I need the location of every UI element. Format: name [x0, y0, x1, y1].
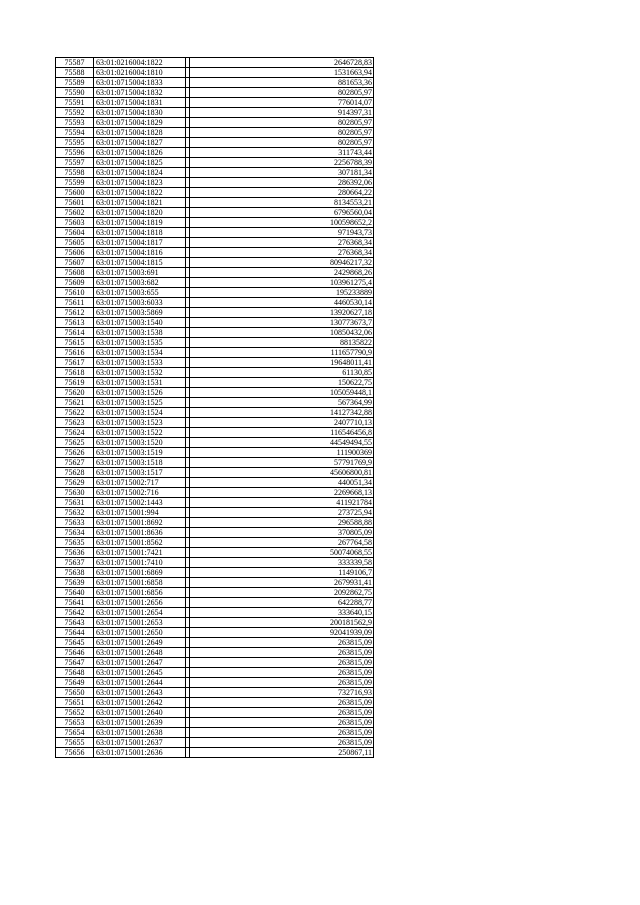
table-row	[56, 68, 374, 78]
cadastral-value-cell: 776014,07	[190, 98, 374, 108]
cadastral-number-cell: 63:01:0216004:1822	[94, 58, 186, 68]
cadastral-number-cell: 63:01:0715004:1817	[94, 238, 186, 248]
table-row	[56, 478, 374, 488]
row-number-cell: 75603	[56, 218, 94, 228]
cadastral-number-cell: 63:01:0715004:1826	[94, 148, 186, 158]
table-row	[56, 328, 374, 338]
row-number-cell: 75611	[56, 298, 94, 308]
cadastral-value-cell: 2429868,26	[190, 268, 374, 278]
cadastral-value-cell: 971943,73	[190, 228, 374, 238]
cadastral-number-cell: 63:01:0715001:8692	[94, 518, 186, 528]
cadastral-value-cell: 14127342,88	[190, 408, 374, 418]
row-number-cell: 75650	[56, 688, 94, 698]
table-row	[56, 458, 374, 468]
row-number-cell: 75596	[56, 148, 94, 158]
row-number-cell: 75621	[56, 398, 94, 408]
cadastral-value-cell: 440051,34	[190, 478, 374, 488]
table-row	[56, 748, 374, 758]
cadastral-number-cell: 63:01:0715004:1819	[94, 218, 186, 228]
row-number-cell: 75651	[56, 698, 94, 708]
row-number-cell: 75595	[56, 138, 94, 148]
table-row	[56, 208, 374, 218]
cadastral-value-cell: 296588,88	[190, 518, 374, 528]
cadastral-value-cell: 333640,15	[190, 608, 374, 618]
row-number-cell: 75619	[56, 378, 94, 388]
row-number-cell: 75587	[56, 58, 94, 68]
row-number-cell: 75646	[56, 648, 94, 658]
table-row	[56, 118, 374, 128]
cadastral-number-cell: 63:01:0715001:2645	[94, 668, 186, 678]
cadastral-number-cell: 63:01:0715002:717	[94, 478, 186, 488]
cadastral-value-cell: 2646728,83	[190, 58, 374, 68]
cadastral-value-cell: 103961275,4	[190, 278, 374, 288]
cadastral-value-cell: 263815,09	[190, 668, 374, 678]
cadastral-number-cell: 63:01:0715004:1822	[94, 188, 186, 198]
cadastral-number-cell: 63:01:0715001:2656	[94, 598, 186, 608]
cadastral-value-cell: 311743,44	[190, 148, 374, 158]
cadastral-number-cell: 63:01:0715003:1524	[94, 408, 186, 418]
cadastral-number-cell: 63:01:0715001:2644	[94, 678, 186, 688]
cadastral-value-cell: 1149106,7	[190, 568, 374, 578]
cadastral-value-cell: 92041939,09	[190, 628, 374, 638]
cadastral-number-cell: 63:01:0715004:1821	[94, 198, 186, 208]
table-row	[56, 548, 374, 558]
cadastral-number-cell: 63:01:0715001:2643	[94, 688, 186, 698]
cadastral-number-cell: 63:01:0715004:1824	[94, 168, 186, 178]
row-number-cell: 75600	[56, 188, 94, 198]
cadastral-number-cell: 63:01:0715001:7421	[94, 548, 186, 558]
table-row	[56, 468, 374, 478]
cadastral-number-cell: 63:01:0715003:1538	[94, 328, 186, 338]
cadastral-number-cell: 63:01:0715004:1830	[94, 108, 186, 118]
table-row	[56, 248, 374, 258]
table-row	[56, 428, 374, 438]
cadastral-value-cell: 280664,22	[190, 188, 374, 198]
cadastral-number-cell: 63:01:0715001:6858	[94, 578, 186, 588]
row-number-cell: 75605	[56, 238, 94, 248]
row-number-cell: 75625	[56, 438, 94, 448]
row-number-cell: 75599	[56, 178, 94, 188]
row-number-cell: 75602	[56, 208, 94, 218]
row-number-cell: 75588	[56, 68, 94, 78]
cadastral-value-cell: 263815,09	[190, 718, 374, 728]
cadastral-value-cell: 273725,94	[190, 508, 374, 518]
cadastral-number-cell: 63:01:0715001:994	[94, 508, 186, 518]
cadastral-value-cell: 307181,34	[190, 168, 374, 178]
cadastral-number-cell: 63:01:0715001:6856	[94, 588, 186, 598]
cadastral-value-cell: 263815,09	[190, 738, 374, 748]
cadastral-number-cell: 63:01:0715001:2638	[94, 728, 186, 738]
row-number-cell: 75601	[56, 198, 94, 208]
cadastral-number-cell: 63:01:0715004:1818	[94, 228, 186, 238]
cadastral-number-cell: 63:01:0715004:1828	[94, 128, 186, 138]
table-row	[56, 598, 374, 608]
table-row	[56, 218, 374, 228]
table-row	[56, 398, 374, 408]
cadastral-number-cell: 63:01:0715004:1833	[94, 78, 186, 88]
cadastral-value-cell: 732716,93	[190, 688, 374, 698]
table-row	[56, 708, 374, 718]
row-number-cell: 75641	[56, 598, 94, 608]
row-number-cell: 75589	[56, 78, 94, 88]
cadastral-number-cell: 63:01:0715001:2648	[94, 648, 186, 658]
table-row	[56, 188, 374, 198]
cadastral-value-cell: 333339,58	[190, 558, 374, 568]
table-row	[56, 288, 374, 298]
cadastral-number-cell: 63:01:0715004:1815	[94, 258, 186, 268]
cadastral-number-cell: 63:01:0715003:1535	[94, 338, 186, 348]
cadastral-value-cell: 802805,97	[190, 128, 374, 138]
cadastral-number-cell: 63:01:0715004:1829	[94, 118, 186, 128]
table-row	[56, 508, 374, 518]
table-row	[56, 338, 374, 348]
table-row	[56, 388, 374, 398]
table-row	[56, 448, 374, 458]
cadastral-value-cell: 19648011,41	[190, 358, 374, 368]
cadastral-number-cell: 63:01:0715003:6033	[94, 298, 186, 308]
table-row	[56, 298, 374, 308]
cadastral-number-cell: 63:01:0715003:1532	[94, 368, 186, 378]
row-number-cell: 75656	[56, 748, 94, 758]
row-number-cell: 75593	[56, 118, 94, 128]
cadastral-number-cell: 63:01:0715001:2642	[94, 698, 186, 708]
row-number-cell: 75598	[56, 168, 94, 178]
cadastral-number-cell: 63:01:0715001:2649	[94, 638, 186, 648]
table-row	[56, 438, 374, 448]
cadastral-value-cell: 195233889	[190, 288, 374, 298]
cadastral-value-cell: 80946217,32	[190, 258, 374, 268]
cadastral-value-cell: 276368,34	[190, 248, 374, 258]
cadastral-value-cell: 2092862,75	[190, 588, 374, 598]
cadastral-number-cell: 63:01:0715004:1816	[94, 248, 186, 258]
row-number-cell: 75609	[56, 278, 94, 288]
cadastral-value-cell: 250867,11	[190, 748, 374, 758]
row-number-cell: 75608	[56, 268, 94, 278]
table-row	[56, 498, 374, 508]
table-row	[56, 608, 374, 618]
cadastral-number-cell: 63:01:0715004:1832	[94, 88, 186, 98]
table-row	[56, 678, 374, 688]
table-row	[56, 108, 374, 118]
cadastral-number-cell: 63:01:0715003:1520	[94, 438, 186, 448]
table-body	[56, 58, 374, 758]
cadastral-value-cell: 263815,09	[190, 728, 374, 738]
table-row	[56, 348, 374, 358]
cadastral-number-cell: 63:01:0715004:1831	[94, 98, 186, 108]
cadastral-number-cell: 63:01:0715003:1526	[94, 388, 186, 398]
cadastral-value-cell: 642288,77	[190, 598, 374, 608]
cadastral-value-cell: 111657790,9	[190, 348, 374, 358]
table-row	[56, 128, 374, 138]
table-row	[56, 358, 374, 368]
cadastral-number-cell: 63:01:0715001:6869	[94, 568, 186, 578]
cadastral-value-cell: 263815,09	[190, 708, 374, 718]
row-number-cell: 75607	[56, 258, 94, 268]
cadastral-number-cell: 63:01:0715002:716	[94, 488, 186, 498]
table-row	[56, 228, 374, 238]
table-row	[56, 588, 374, 598]
row-number-cell: 75606	[56, 248, 94, 258]
cadastral-number-cell: 63:01:0715001:7410	[94, 558, 186, 568]
table-row	[56, 308, 374, 318]
cadastral-value-cell: 263815,09	[190, 648, 374, 658]
row-number-cell: 75654	[56, 728, 94, 738]
cadastral-value-cell: 13920627,18	[190, 308, 374, 318]
cadastral-number-cell: 63:01:0715001:2639	[94, 718, 186, 728]
row-number-cell: 75649	[56, 678, 94, 688]
cadastral-number-cell: 63:01:0715003:691	[94, 268, 186, 278]
row-number-cell: 75631	[56, 498, 94, 508]
cadastral-value-cell: 44549494,55	[190, 438, 374, 448]
row-number-cell: 75633	[56, 518, 94, 528]
cadastral-value-cell: 2407710,13	[190, 418, 374, 428]
cadastral-value-cell: 2269668,13	[190, 488, 374, 498]
cadastral-value-cell: 267764,58	[190, 538, 374, 548]
cadastral-number-cell: 63:01:0715003:1534	[94, 348, 186, 358]
cadastral-number-cell: 63:01:0715004:1827	[94, 138, 186, 148]
row-number-cell: 75638	[56, 568, 94, 578]
table-row	[56, 638, 374, 648]
cadastral-value-cell: 802805,97	[190, 88, 374, 98]
cadastral-value-cell: 263815,09	[190, 698, 374, 708]
cadastral-value-cell: 263815,09	[190, 638, 374, 648]
row-number-cell: 75616	[56, 348, 94, 358]
table-row	[56, 258, 374, 268]
cadastral-number-cell: 63:01:0715003:1522	[94, 428, 186, 438]
row-number-cell: 75636	[56, 548, 94, 558]
cadastral-value-cell: 88135822	[190, 338, 374, 348]
cadastral-value-cell: 370805,09	[190, 528, 374, 538]
table-row	[56, 58, 374, 68]
row-number-cell: 75639	[56, 578, 94, 588]
table-row	[56, 728, 374, 738]
cadastral-value-cell: 276368,34	[190, 238, 374, 248]
table-row	[56, 618, 374, 628]
row-number-cell: 75623	[56, 418, 94, 428]
table-row	[56, 158, 374, 168]
table-row	[56, 318, 374, 328]
cadastral-value-cell: 411921784	[190, 498, 374, 508]
row-number-cell: 75630	[56, 488, 94, 498]
row-number-cell: 75615	[56, 338, 94, 348]
row-number-cell: 75591	[56, 98, 94, 108]
cadastral-number-cell: 63:01:0715003:1518	[94, 458, 186, 468]
row-number-cell: 75645	[56, 638, 94, 648]
row-number-cell: 75642	[56, 608, 94, 618]
cadastral-value-cell: 2256788,39	[190, 158, 374, 168]
table-row	[56, 698, 374, 708]
cadastral-value-cell: 914397,31	[190, 108, 374, 118]
table-row	[56, 688, 374, 698]
table-row	[56, 558, 374, 568]
table-row	[56, 628, 374, 638]
table-row	[56, 378, 374, 388]
cadastral-number-cell: 63:01:0715001:2647	[94, 658, 186, 668]
row-number-cell: 75604	[56, 228, 94, 238]
table-row	[56, 198, 374, 208]
row-number-cell: 75644	[56, 628, 94, 638]
cadastral-number-cell: 63:01:0715001:2654	[94, 608, 186, 618]
table-row	[56, 518, 374, 528]
row-number-cell: 75647	[56, 658, 94, 668]
row-number-cell: 75629	[56, 478, 94, 488]
cadastral-value-cell: 200181562,9	[190, 618, 374, 628]
table-row	[56, 268, 374, 278]
cadastral-value-cell: 802805,97	[190, 118, 374, 128]
cadastral-value-cell: 263815,09	[190, 678, 374, 688]
table-row	[56, 578, 374, 588]
cadastral-number-cell: 63:01:0715003:1525	[94, 398, 186, 408]
table-row	[56, 78, 374, 88]
table-row	[56, 488, 374, 498]
cadastral-value-cell: 105059448,1	[190, 388, 374, 398]
row-number-cell: 75618	[56, 368, 94, 378]
cadastral-value-cell: 802805,97	[190, 138, 374, 148]
cadastral-value-cell: 6796560,04	[190, 208, 374, 218]
row-number-cell: 75643	[56, 618, 94, 628]
cadastral-value-cell: 1531663,94	[190, 68, 374, 78]
table-row	[56, 418, 374, 428]
row-number-cell: 75620	[56, 388, 94, 398]
cadastral-number-cell: 63:01:0715003:655	[94, 288, 186, 298]
table-row	[56, 238, 374, 248]
table-row	[56, 718, 374, 728]
cadastral-value-cell: 100598652,2	[190, 218, 374, 228]
table-row	[56, 738, 374, 748]
cadastral-value-cell: 116546456,8	[190, 428, 374, 438]
row-number-cell: 75610	[56, 288, 94, 298]
cadastral-number-cell: 63:01:0715003:1540	[94, 318, 186, 328]
row-number-cell: 75597	[56, 158, 94, 168]
cadastral-number-cell: 63:01:0715003:5869	[94, 308, 186, 318]
cadastral-number-cell: 63:01:0715003:682	[94, 278, 186, 288]
cadastral-value-cell: 4460530,14	[190, 298, 374, 308]
row-number-cell: 75594	[56, 128, 94, 138]
row-number-cell: 75592	[56, 108, 94, 118]
row-number-cell: 75622	[56, 408, 94, 418]
row-number-cell: 75628	[56, 468, 94, 478]
cadastral-value-cell: 567364,99	[190, 398, 374, 408]
cadastral-number-cell: 63:01:0715003:1519	[94, 448, 186, 458]
row-number-cell: 75635	[56, 538, 94, 548]
cadastral-number-cell: 63:01:0715002:1443	[94, 498, 186, 508]
cadastral-number-cell: 63:01:0715004:1820	[94, 208, 186, 218]
cadastral-number-cell: 63:01:0715004:1823	[94, 178, 186, 188]
table-row	[56, 408, 374, 418]
row-number-cell: 75632	[56, 508, 94, 518]
row-number-cell: 75613	[56, 318, 94, 328]
cadastral-value-cell: 45606800,81	[190, 468, 374, 478]
cadastral-value-table	[55, 57, 374, 758]
cadastral-number-cell: 63:01:0715001:2637	[94, 738, 186, 748]
cadastral-number-cell: 63:01:0715001:8636	[94, 528, 186, 538]
cadastral-number-cell: 63:01:0216004:1810	[94, 68, 186, 78]
table-row	[56, 538, 374, 548]
table-row	[56, 658, 374, 668]
cadastral-value-cell: 57791769,9	[190, 458, 374, 468]
cadastral-value-cell: 111900369	[190, 448, 374, 458]
cadastral-value-cell: 2679931,41	[190, 578, 374, 588]
table-row	[56, 278, 374, 288]
cadastral-number-cell: 63:01:0715001:8562	[94, 538, 186, 548]
row-number-cell: 75627	[56, 458, 94, 468]
table-row	[56, 568, 374, 578]
cadastral-number-cell: 63:01:0715001:2653	[94, 618, 186, 628]
row-number-cell: 75648	[56, 668, 94, 678]
cadastral-value-cell: 286392,06	[190, 178, 374, 188]
table-row	[56, 668, 374, 678]
table-row	[56, 98, 374, 108]
cadastral-value-cell: 8134553,21	[190, 198, 374, 208]
cadastral-value-cell: 263815,09	[190, 658, 374, 668]
row-number-cell: 75652	[56, 708, 94, 718]
cadastral-value-cell: 881653,36	[190, 78, 374, 88]
table-row	[56, 168, 374, 178]
table-row	[56, 368, 374, 378]
cadastral-number-cell: 63:01:0715004:1825	[94, 158, 186, 168]
cadastral-number-cell: 63:01:0715001:2650	[94, 628, 186, 638]
row-number-cell: 75617	[56, 358, 94, 368]
cadastral-value-cell: 130773673,7	[190, 318, 374, 328]
table-row	[56, 148, 374, 158]
cadastral-number-cell: 63:01:0715001:2640	[94, 708, 186, 718]
cadastral-number-cell: 63:01:0715003:1533	[94, 358, 186, 368]
table-row	[56, 88, 374, 98]
row-number-cell: 75634	[56, 528, 94, 538]
table-row	[56, 138, 374, 148]
table-row	[56, 528, 374, 538]
cadastral-value-cell: 50074068,55	[190, 548, 374, 558]
row-number-cell: 75653	[56, 718, 94, 728]
cadastral-value-cell: 61130,85	[190, 368, 374, 378]
table-row	[56, 648, 374, 658]
cadastral-number-cell: 63:01:0715003:1517	[94, 468, 186, 478]
cadastral-number-cell: 63:01:0715003:1523	[94, 418, 186, 428]
cadastral-value-cell: 150622,75	[190, 378, 374, 388]
row-number-cell: 75626	[56, 448, 94, 458]
cadastral-number-cell: 63:01:0715003:1531	[94, 378, 186, 388]
cadastral-value-cell: 10850432,06	[190, 328, 374, 338]
row-number-cell: 75624	[56, 428, 94, 438]
row-number-cell: 75612	[56, 308, 94, 318]
table-row	[56, 178, 374, 188]
cadastral-number-cell: 63:01:0715001:2636	[94, 748, 186, 758]
row-number-cell: 75640	[56, 588, 94, 598]
row-number-cell: 75614	[56, 328, 94, 338]
row-number-cell: 75637	[56, 558, 94, 568]
row-number-cell: 75655	[56, 738, 94, 748]
row-number-cell: 75590	[56, 88, 94, 98]
